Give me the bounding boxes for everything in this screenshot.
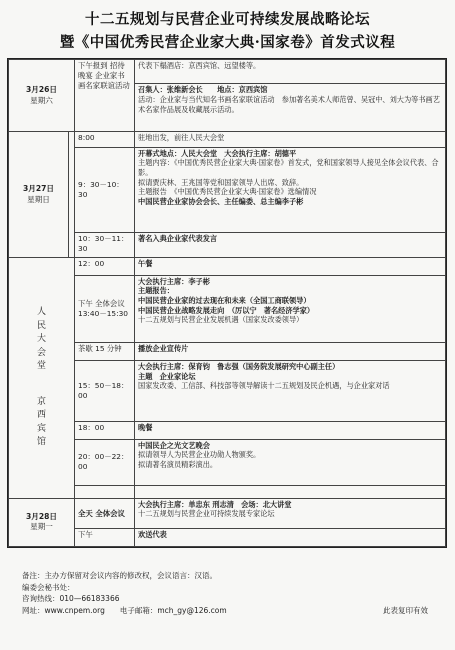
table-row xyxy=(9,132,446,147)
title-line-1: 十二五规划与民营企业可持续发展战略论坛 xyxy=(85,11,370,28)
content-cell xyxy=(135,275,446,343)
copy-valid-text: 此表复印有效 xyxy=(383,605,428,615)
time-cell: 下午 全体会议 13:40－15:30 xyxy=(75,275,135,343)
content-line: 活动：企业家与当代知名书画名家联谊活动 参加著名美术人师范曾、吴冠中、刘大为等书画艺术名家作品展及收藏展示活动。 xyxy=(138,94,440,114)
content-line: 中国民营企业家协会会长、主任编委、总主编李子彬 xyxy=(138,197,304,207)
time-cell: 20：00－22：00 xyxy=(75,439,135,485)
content-line: 中国民营企业战略发展走向 （厉以宁 著名经济学家） xyxy=(138,305,315,315)
time-cell: 8:00 xyxy=(75,132,135,147)
time-cell: 15：50－18：00 xyxy=(75,360,135,421)
date-cell-26 xyxy=(9,60,75,132)
content-cell xyxy=(135,439,446,485)
content-cell: 播放企业宣传片 xyxy=(135,343,446,361)
table-row xyxy=(9,485,446,498)
time-cell: 下午 xyxy=(75,529,135,547)
table-row xyxy=(9,258,446,276)
content-line: 拟请著名演员精彩演出。 xyxy=(138,460,218,470)
spacer-cell xyxy=(75,485,135,498)
venue-char: 会 xyxy=(37,347,47,358)
content-line: 拟请领导人为民营企业功勋人物颁奖。 xyxy=(138,450,261,460)
website-email-text: 网址：www.cnpem.org 电子邮箱：mch_gy@126.com xyxy=(22,605,227,615)
content-line: 主题内容：《中国优秀民营企业家大典·国家卷》首发式，党和国家领导人接见全体会议代表、合影。 xyxy=(138,158,439,177)
agenda-table-frame xyxy=(7,58,447,548)
time-cell: 10：30－11：30 xyxy=(75,232,135,257)
venue-char: 大 xyxy=(37,334,47,345)
venue-char: 宾 xyxy=(37,423,47,434)
content-line: 国家发改委、工信部、科技部等领导解读十二五规划及民企机遇，与企业家对话 xyxy=(138,381,390,391)
date-cell-28 xyxy=(9,498,75,546)
table-row xyxy=(9,498,446,529)
date-label: 3月27日 xyxy=(22,184,55,194)
time-cell: 下午报到 招待晚宴 企业家书画名家联谊活动 xyxy=(75,60,135,132)
table-row xyxy=(9,422,446,440)
venue-char: 京 xyxy=(37,396,47,407)
venue-char: 民 xyxy=(37,320,47,331)
time-cell: 9：30－10：30 xyxy=(75,147,135,232)
content-line: 十二五规划与民营企业发展机遇（国家发改委领导） xyxy=(138,315,304,325)
title-line-2: 暨《中国优秀民营企业家大典·国家卷》首发式议程 xyxy=(59,34,396,51)
venue-cell xyxy=(9,258,75,499)
content-cell xyxy=(135,147,446,232)
venue-gap xyxy=(12,374,71,396)
content-cell: 著名入典企业家代表发言 xyxy=(135,232,446,257)
venue-char: 堂 xyxy=(37,361,47,372)
table-row xyxy=(9,343,446,361)
weekday-label: 星期日 xyxy=(27,194,50,204)
date-cell-27 xyxy=(9,132,69,258)
spacer-cell xyxy=(135,485,446,498)
table-row xyxy=(9,439,446,485)
content-cell: 午餐 xyxy=(135,258,446,276)
content-cell xyxy=(135,360,446,421)
content-cell: 晚餐 xyxy=(135,422,446,440)
content-line: 主题报告： xyxy=(138,286,174,296)
table-row xyxy=(9,360,446,421)
table-row xyxy=(9,232,446,257)
secretariat-text: 编委会秘书处： xyxy=(22,582,75,592)
footer-notes xyxy=(22,570,442,617)
venue-char: 人 xyxy=(37,307,47,318)
content-line: 开幕式地点：人民大会堂 大会执行主席：胡德平 xyxy=(138,148,297,158)
time-cell: 茶歇 15 分钟 xyxy=(75,343,135,361)
content-cell: 欢送代表 xyxy=(135,529,446,547)
time-cell: 12：00 xyxy=(75,258,135,276)
agenda-table xyxy=(8,59,446,547)
venue-char: 西 xyxy=(37,410,47,421)
content-line: 中国民企之光文艺晚会 xyxy=(138,440,210,450)
content-cell xyxy=(135,498,446,529)
contact-row xyxy=(22,605,442,617)
remark-text: 备注：主办方保留对会议内容的修改权，会议语言：汉语。 xyxy=(22,571,217,580)
date-label: 3月26日 xyxy=(25,85,58,95)
content-cell: 驻地出发，前往人民大会堂 xyxy=(135,132,446,147)
weekday-label: 星期六 xyxy=(30,95,53,105)
table-row xyxy=(9,529,446,547)
content-line: 拟请贾庆林、王兆国等党和国家领导人出席、致辞。 xyxy=(138,177,304,187)
content-line: 召集人：张维新会长 地点：京西宾馆 xyxy=(138,85,268,95)
content-line: 大会执行主席：李子彬 xyxy=(138,276,210,286)
content-line: 主题报告 《中国优秀民营企业家大典·国家卷》选编情况 xyxy=(138,187,317,197)
weekday-label: 星期一 xyxy=(30,522,53,532)
content-line: 大会执行主席：保育钧 鲁志强（国务院发展研究中心副主任） xyxy=(138,361,340,371)
table-row xyxy=(9,60,446,84)
table-row xyxy=(9,275,446,343)
content-line: 大会执行主席：单忠东 刑志清 会场：北大讲堂 xyxy=(138,499,292,509)
table-row xyxy=(9,147,446,232)
date-label: 3月28日 xyxy=(25,512,58,522)
hotline-text: 咨询热线：010—66183366 xyxy=(22,594,120,604)
content-line: 中国民营企业家的过去现在和未来（全国工商联领导） xyxy=(138,295,311,305)
time-cell: 全天 全体会议 xyxy=(75,498,135,529)
content-cell xyxy=(135,84,446,132)
venue-char: 馆 xyxy=(37,437,47,448)
content-line: 主题 企业家论坛 xyxy=(138,371,196,381)
time-cell: 18：00 xyxy=(75,422,135,440)
content-cell: 代表下榻酒店：京西宾馆、远望楼等。 xyxy=(135,60,446,84)
content-line: 十二五规划与民营企业可持续发展专家论坛 xyxy=(138,509,275,519)
